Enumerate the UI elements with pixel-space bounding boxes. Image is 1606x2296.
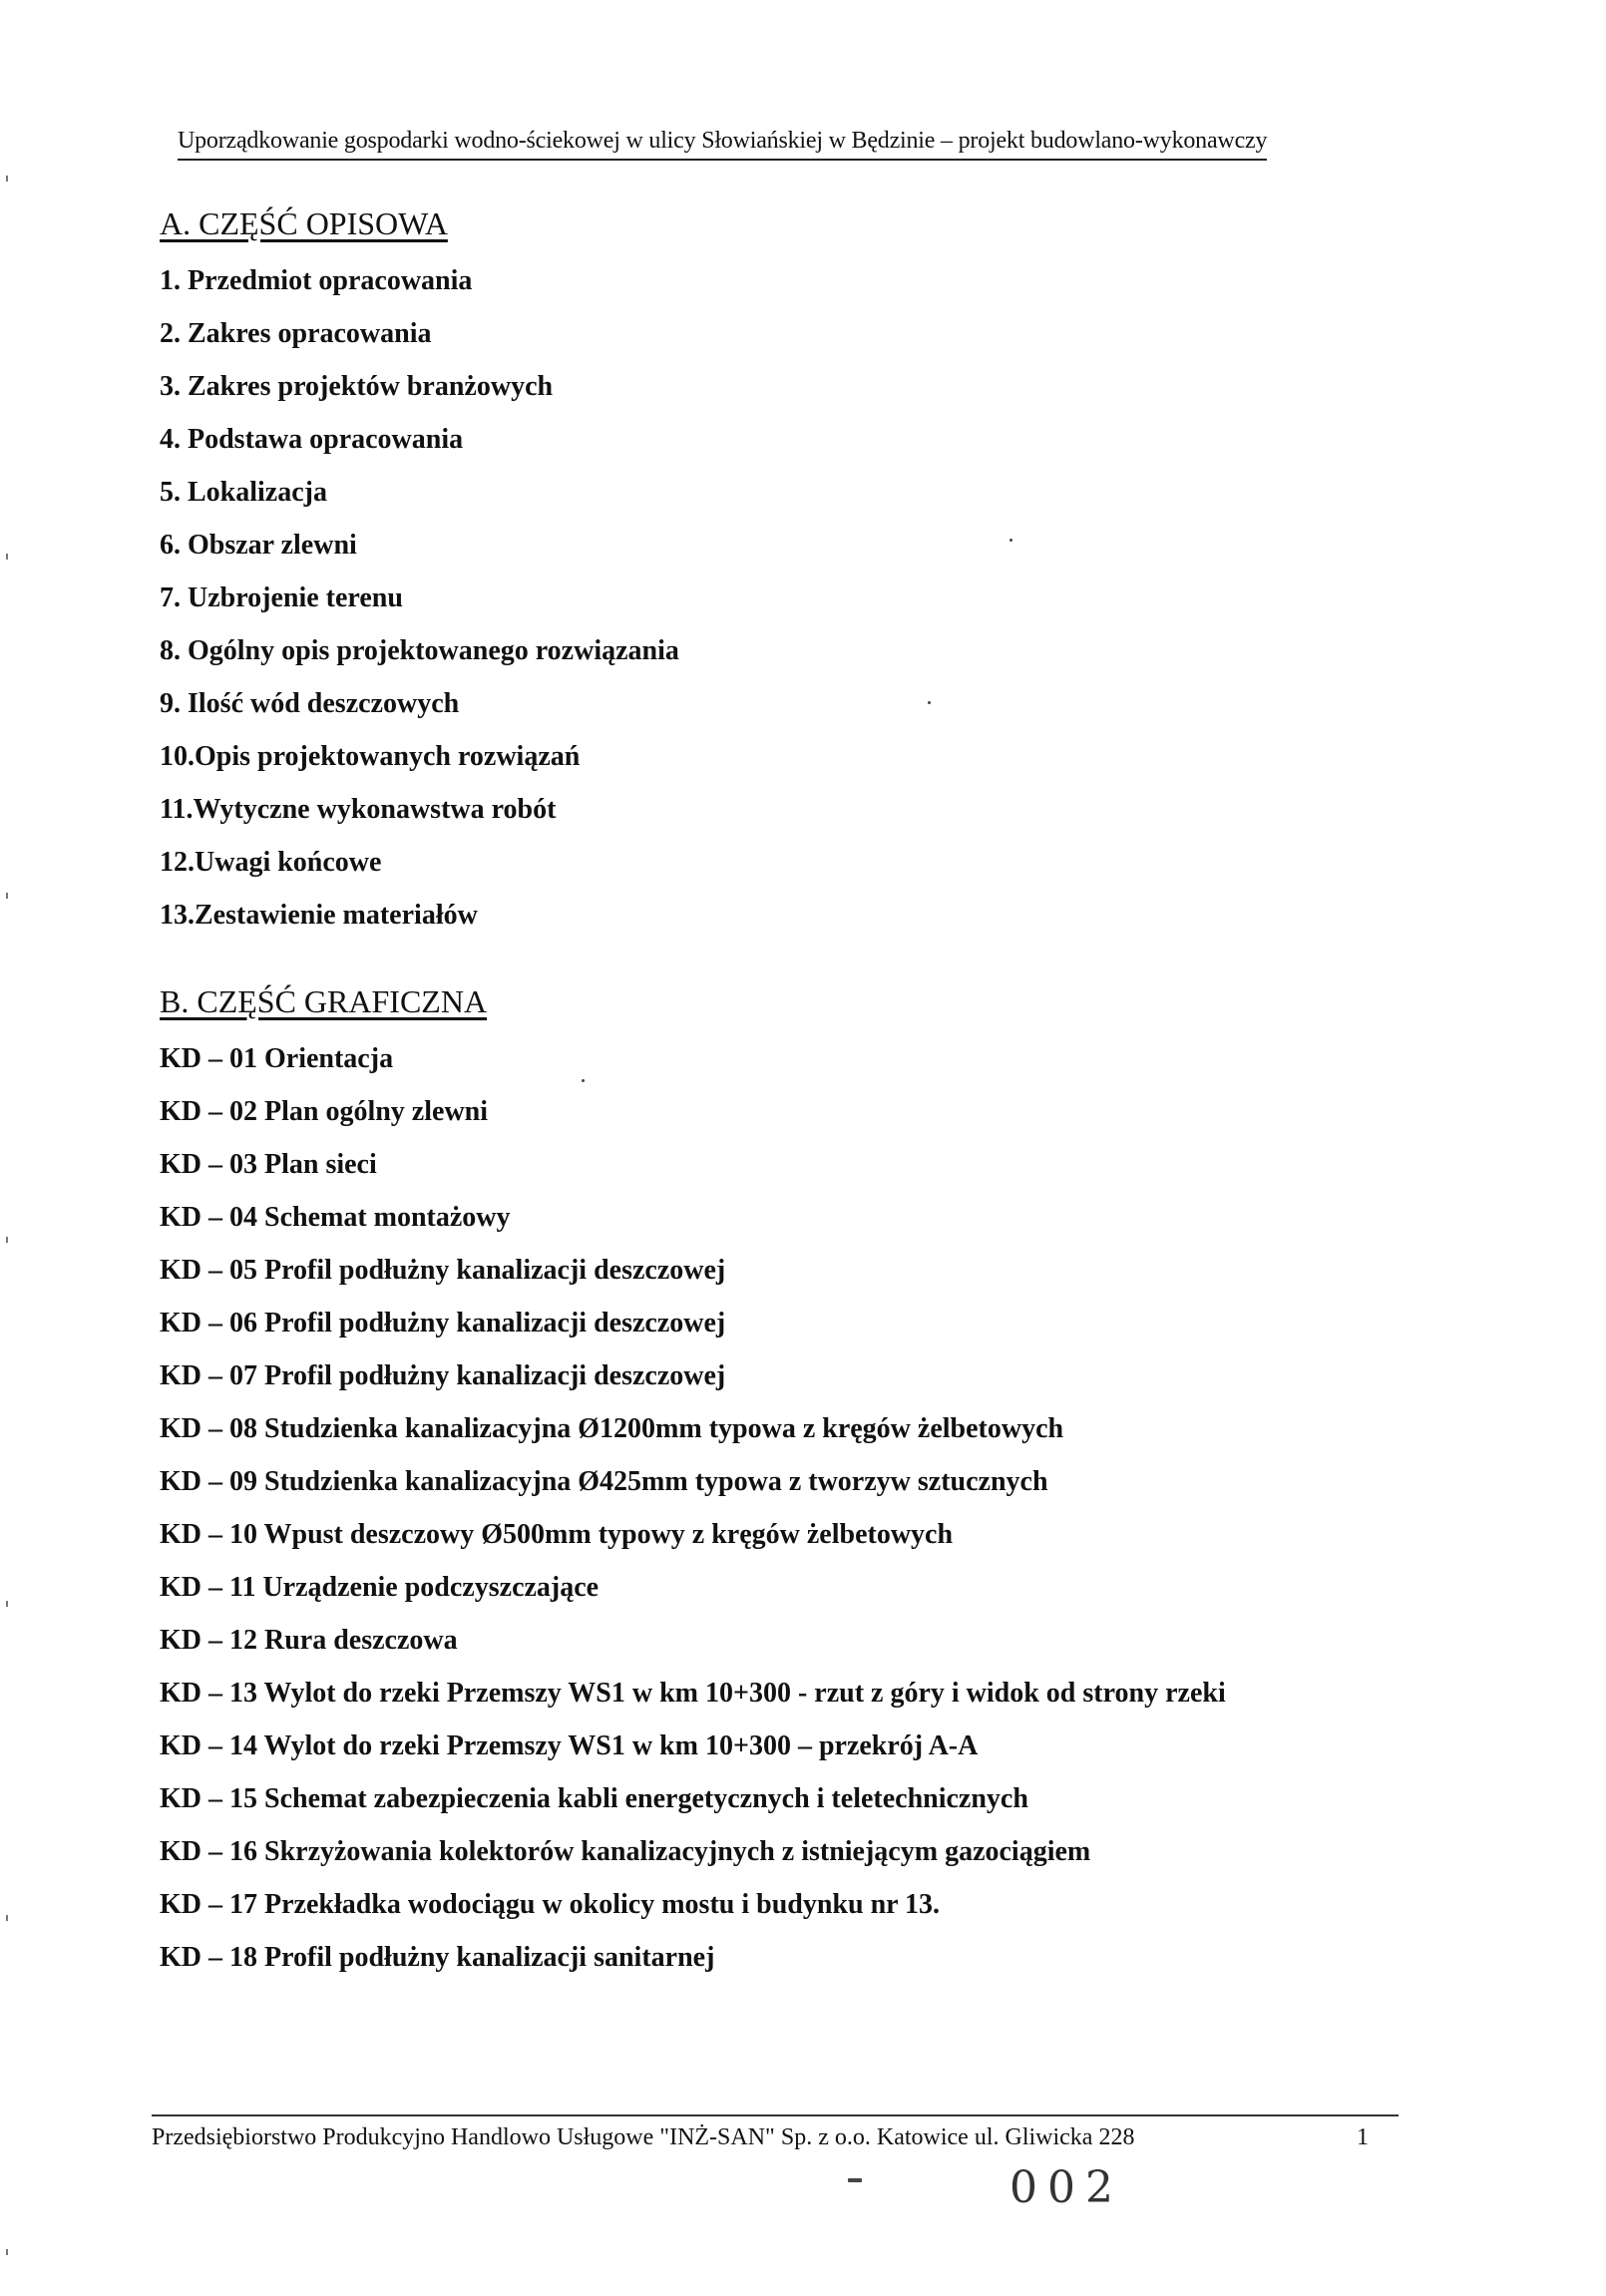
drawing-item: KD – 08 Studzienka kanalizacyjna Ø1200mm typowa z kręgów żelbetowych	[160, 1413, 1064, 1444]
drawing-item: KD – 01 Orientacja	[160, 1043, 394, 1074]
list-item: 13.Zestawienie materiałów	[160, 900, 478, 931]
margin-mark	[6, 554, 8, 560]
list-item: 7. Uzbrojenie terenu	[160, 582, 403, 613]
document-header: Uporządkowanie gospodarki wodno-ściekowej w ulicy Słowiańskiej w Będzinie – projekt budowlano-wykonawczy	[178, 128, 1267, 161]
drawing-item: KD – 16 Skrzyżowania kolektorów kanalizacyjnych z istniejącym gazociągiem	[160, 1836, 1091, 1867]
margin-mark	[6, 176, 8, 182]
section-a-title: A. CZĘŚĆ OPISOWA	[160, 205, 448, 241]
margin-mark	[6, 1237, 8, 1243]
drawing-item: KD – 06 Profil podłużny kanalizacji deszczowej	[160, 1308, 726, 1339]
drawing-item: KD – 18 Profil podłużny kanalizacji sanitarnej	[160, 1942, 715, 1973]
drawing-item: KD – 10 Wpust deszczowy Ø500mm typowy z kręgów żelbetowych	[160, 1519, 954, 1550]
margin-mark	[6, 1601, 8, 1607]
scan-speck	[1009, 539, 1012, 542]
scan-speck	[582, 1079, 585, 1082]
drawing-item: KD – 09 Studzienka kanalizacyjna Ø425mm typowa z tworzyw sztucznych	[160, 1466, 1048, 1497]
drawing-item: KD – 07 Profil podłużny kanalizacji deszczowej	[160, 1360, 726, 1391]
list-item: 11.Wytyczne wykonawstwa robót	[160, 794, 557, 825]
list-item: 5. Lokalizacja	[160, 477, 327, 508]
list-item: 8. Ogólny opis projektowanego rozwiązania	[160, 635, 679, 666]
section-b-title: B. CZĘŚĆ GRAFICZNA	[160, 983, 488, 1019]
margin-mark	[6, 2249, 8, 2255]
margin-mark	[6, 893, 8, 899]
page-number: 1	[1357, 2124, 1369, 2150]
list-item: 4. Podstawa opracowania	[160, 424, 464, 455]
list-item: 12.Uwagi końcowe	[160, 847, 382, 878]
section-b-list	[160, 1032, 1226, 1984]
list-item: 1. Przedmiot opracowania	[160, 265, 473, 296]
drawing-item: KD – 17 Przekładka wodociągu w okolicy mostu i budynku nr 13.	[160, 1889, 941, 1920]
page-stamp: 002	[1009, 2162, 1123, 2213]
scan-speck	[848, 2178, 862, 2182]
drawing-item: KD – 14 Wylot do rzeki Przemszy WS1 w km 10+300 – przekrój A-A	[160, 1730, 979, 1761]
list-item: 3. Zakres projektów branżowych	[160, 371, 554, 402]
drawing-item: KD – 11 Urządzenie podczyszczające	[160, 1572, 600, 1603]
drawing-item: KD – 03 Plan sieci	[160, 1149, 377, 1180]
list-item: 9. Ilość wód deszczowych	[160, 688, 460, 719]
list-item: 10.Opis projektowanych rozwiązań	[160, 741, 581, 772]
margin-mark	[6, 1915, 8, 1921]
list-item: 2. Zakres opracowania	[160, 318, 432, 349]
drawing-item: KD – 04 Schemat montażowy	[160, 1202, 511, 1233]
scan-speck	[928, 701, 931, 704]
drawing-item: KD – 13 Wylot do rzeki Przemszy WS1 w km 10+300 - rzut z góry i widok od strony rzeki	[160, 1678, 1226, 1709]
document-footer	[152, 2114, 1399, 2151]
drawing-item: KD – 15 Schemat zabezpieczenia kabli energetycznych i teletechnicznych	[160, 1783, 1028, 1814]
footer-company: Przedsiębiorstwo Produkcyjno Handlowo Usługowe "INŻ-SAN" Sp. z o.o. Katowice ul. Gliwicka 228	[152, 2124, 1135, 2150]
drawing-item: KD – 05 Profil podłużny kanalizacji deszczowej	[160, 1255, 726, 1286]
drawing-item: KD – 12 Rura deszczowa	[160, 1625, 458, 1656]
list-item: 6. Obszar zlewni	[160, 530, 357, 561]
drawing-item: KD – 02 Plan ogólny zlewni	[160, 1096, 489, 1127]
section-a-list	[160, 254, 679, 942]
